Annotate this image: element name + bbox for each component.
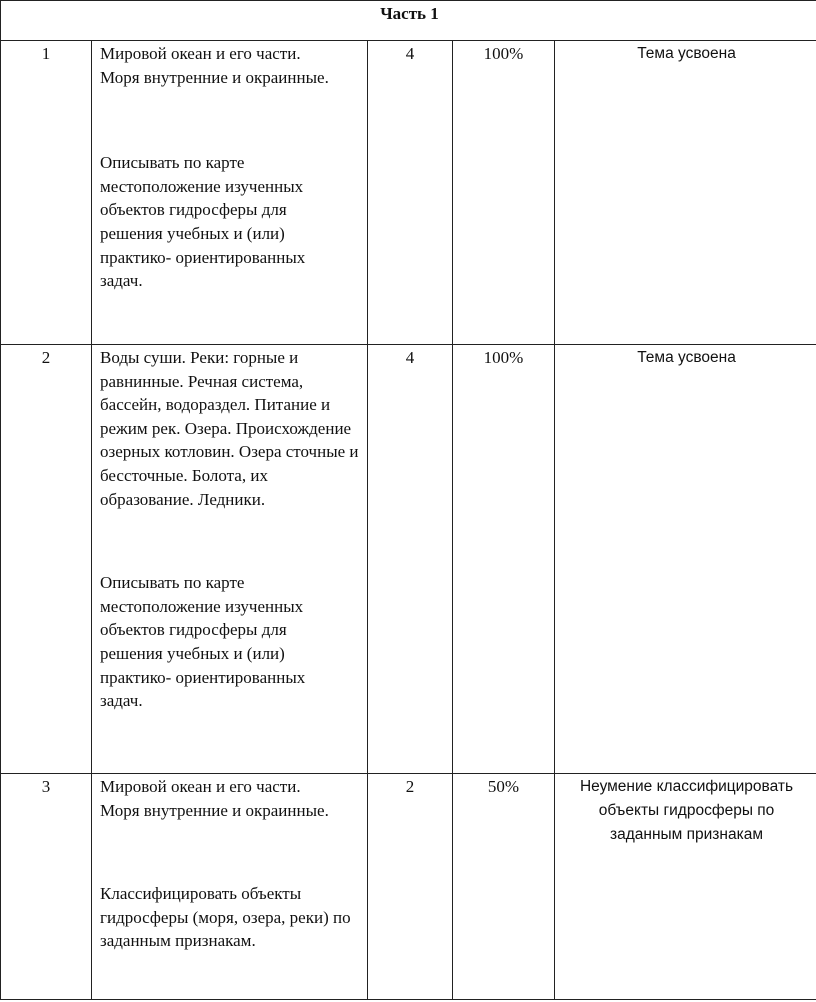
topic-cell [92, 345, 368, 774]
result-cell [555, 345, 816, 774]
result-line: Неумение классифицировать [579, 778, 794, 795]
table-row [1, 774, 816, 1000]
skill-text: Описывать по карте местоположение изученных объектов гидросферы для решения учебных и (или) практико- ориентированных задач. [100, 573, 306, 711]
table-row [1, 41, 816, 345]
topic-text: Воды суши. Реки: горные и равнинные. Речная система, бассейн, водораздел. Питание и режим рек. Озера. Происхождение озерных котловин. Озера сточные и бессточные. Болота, их образование. Ледники. [100, 348, 359, 509]
result-line: Тема усвоена [637, 349, 736, 366]
topic-text: Мировой океан и его части. Моря внутренние и окраинные. [100, 44, 329, 87]
header-row [1, 1, 816, 41]
skill-text: Описывать по карте местоположение изученных объектов гидросферы для решения учебных и (или) практико- ориентированных задач. [100, 153, 306, 291]
result-line: объекты гидросферы по [598, 802, 775, 819]
result-cell [555, 774, 816, 1000]
part-title: Часть 1 [1, 1, 816, 41]
result-cell [555, 41, 816, 345]
row-number: 1 [1, 41, 92, 345]
row-number: 3 [1, 774, 92, 1000]
result-line: Тема усвоена [637, 45, 736, 62]
percent-value: 100% [453, 41, 555, 345]
task-count: 4 [368, 345, 453, 774]
task-count: 4 [368, 41, 453, 345]
percent-value: 50% [453, 774, 555, 1000]
table-row [1, 345, 816, 774]
percent-value: 100% [453, 345, 555, 774]
row-number: 2 [1, 345, 92, 774]
topic-cell [92, 41, 368, 345]
topic-cell [92, 774, 368, 1000]
task-count: 2 [368, 774, 453, 1000]
skill-text: Классифицировать объекты гидросферы (моря, озера, реки) по заданным признакам. [100, 884, 351, 951]
result-line: заданным признакам [610, 826, 763, 843]
topic-text: Мировой океан и его части. Моря внутренние и окраинные. [100, 777, 329, 820]
